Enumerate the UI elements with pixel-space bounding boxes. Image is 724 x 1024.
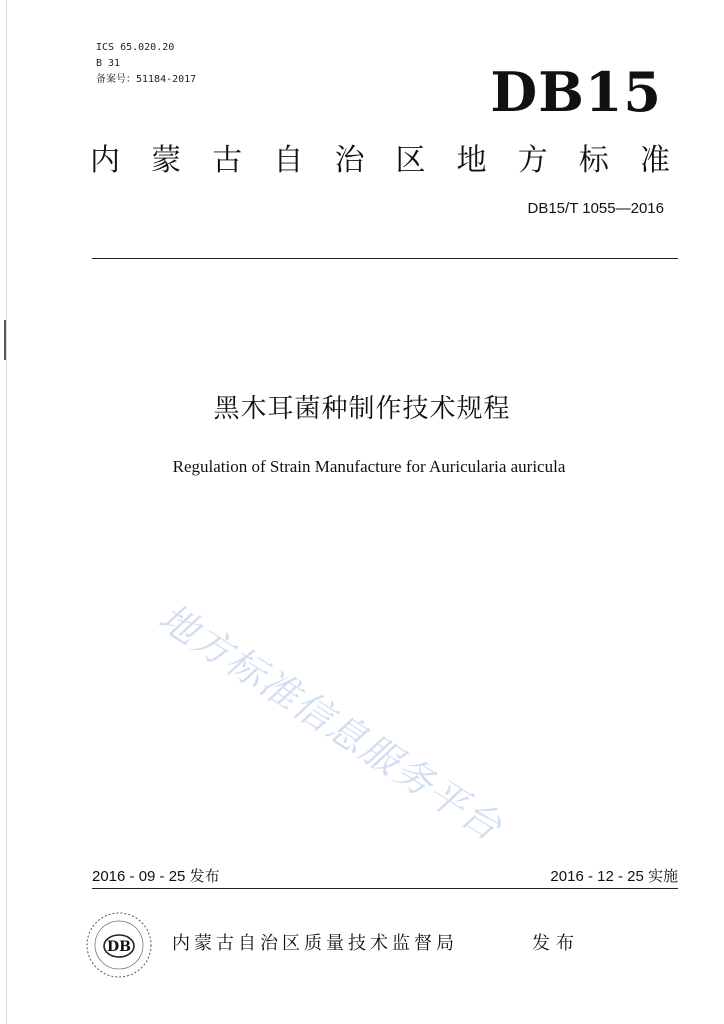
standard-type-char: 蒙 <box>151 143 182 178</box>
standard-type-char: 治 <box>334 143 365 178</box>
ics-code: ICS 65.020.20 <box>96 42 175 53</box>
footer-divider <box>92 888 678 889</box>
standard-type-char: 古 <box>212 143 243 178</box>
standard-type-char: 地 <box>456 143 487 178</box>
issue-date: 2016 - 09 - 25 发布 <box>92 868 220 885</box>
classification-codes <box>96 40 196 88</box>
standard-type-char: 标 <box>578 143 609 178</box>
standard-type-heading <box>90 143 670 179</box>
document-title-en: Regulation of Strain Manufacture for Auricularia auricula <box>172 457 566 476</box>
standard-type-char: 准 <box>639 143 670 178</box>
document-title-cn: 黑木耳菌种制作技术规程 <box>213 394 511 424</box>
watermark: 地方标准信息服务平台 <box>151 595 511 850</box>
publisher-name: 内蒙古自治区质量技术监督局 <box>172 933 458 954</box>
header-divider <box>92 258 678 259</box>
db-logo: DB15 <box>490 60 662 124</box>
seal-text: DB <box>107 939 131 955</box>
publish-verb: 发布 <box>532 933 580 954</box>
standard-type-char: 内 <box>90 143 120 178</box>
record-number: 备案号：51184-2017 <box>96 74 197 85</box>
standard-type-char: 区 <box>395 143 426 178</box>
scan-edge-line <box>6 0 7 1024</box>
standard-type-char: 自 <box>273 143 304 178</box>
standard-type-char: 方 <box>517 143 548 178</box>
publisher-seal-icon <box>84 910 154 980</box>
implementation-date: 2016 - 12 - 25 实施 <box>550 868 678 885</box>
standard-number: DB15/T 1055—2016 <box>527 200 664 217</box>
scan-edge-mark <box>4 320 6 360</box>
ccs-code: B 31 <box>96 58 121 69</box>
